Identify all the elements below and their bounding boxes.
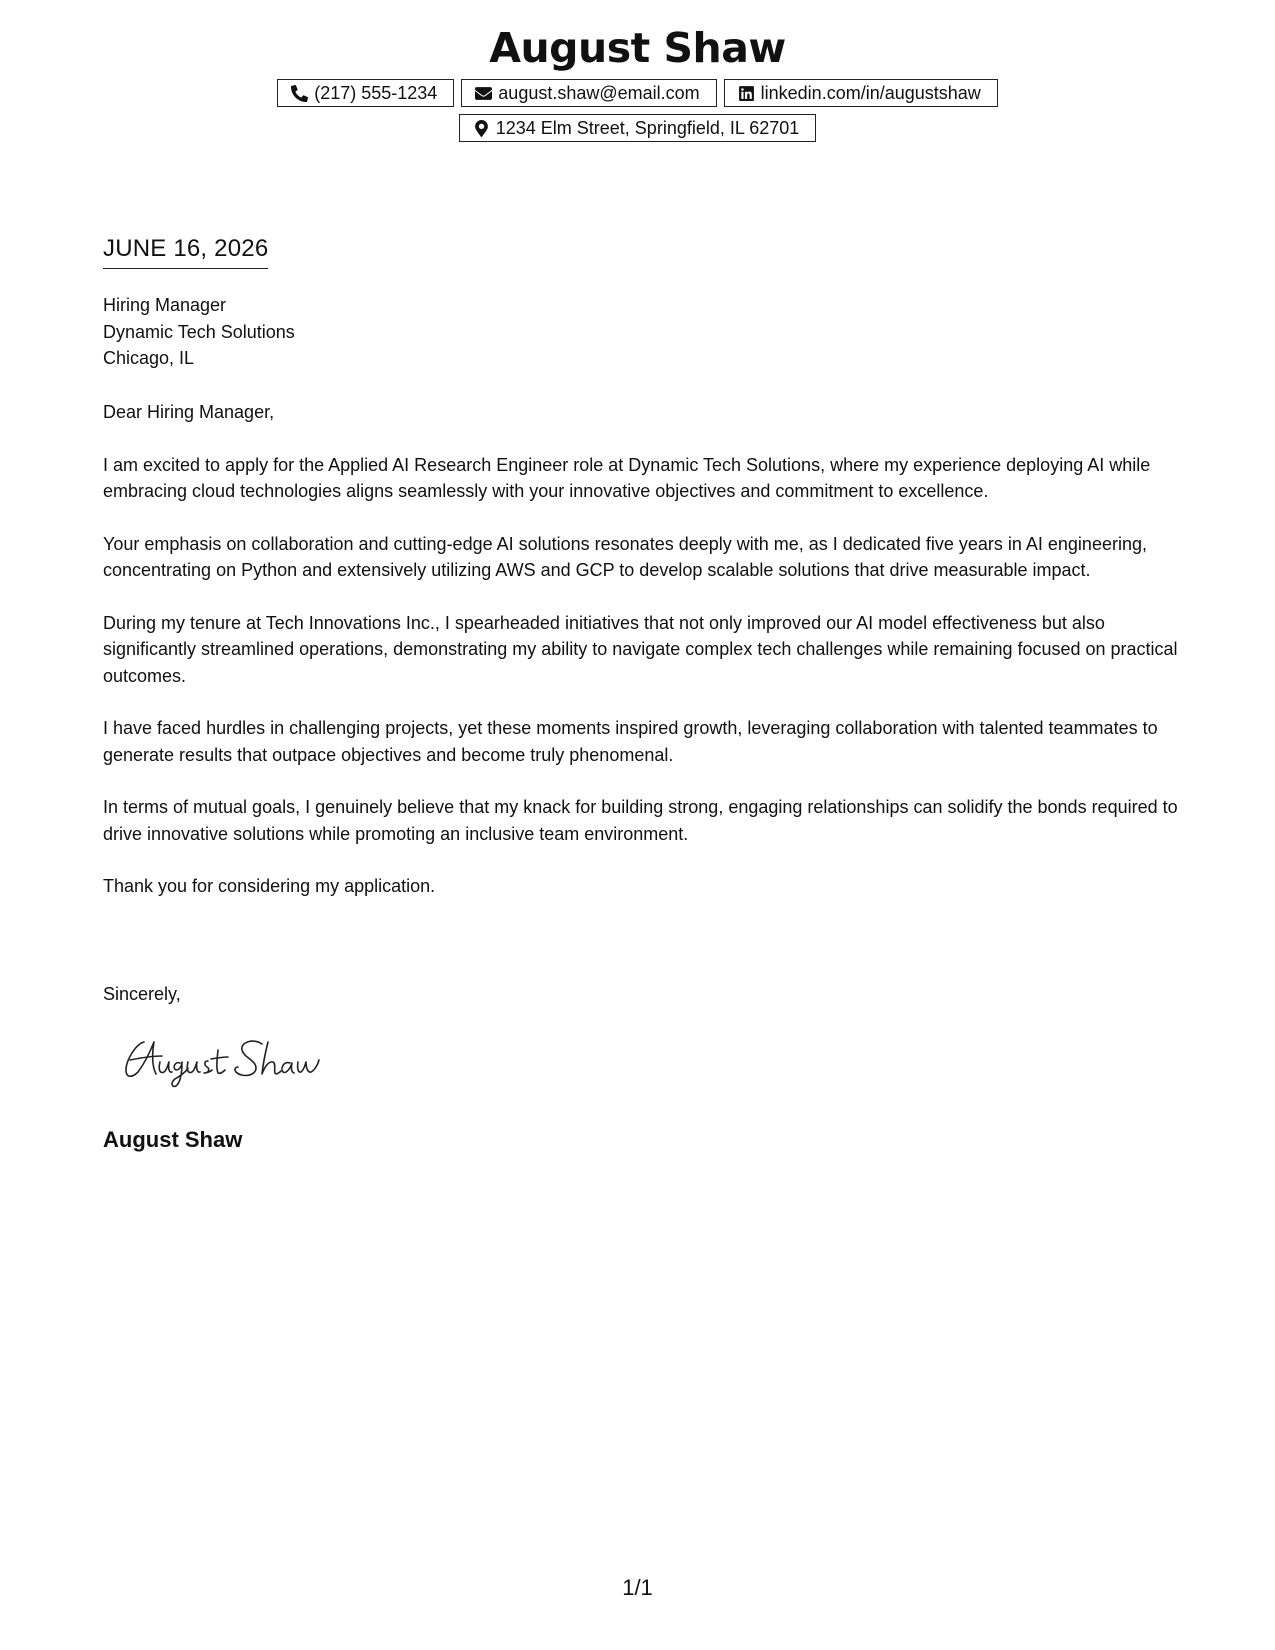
letter-body	[103, 399, 1183, 926]
letter-header	[0, 20, 1275, 142]
recipient-company: Dynamic Tech Solutions	[103, 321, 295, 342]
map-marker-icon	[473, 120, 490, 137]
applicant-name: August Shaw	[489, 24, 786, 72]
signer-name: August Shaw	[103, 1127, 243, 1152]
body-paragraph: In terms of mutual goals, I genuinely believe that my knack for building strong, engaging relationships can solidify the bonds required to drive innovative solutions while promoting an inclusive team environment.	[103, 797, 1178, 844]
address-contact	[459, 114, 817, 142]
body-paragraph: During my tenure at Tech Innovations Inc., I spearheaded initiatives that not only improved our AI model effectiveness but also significantly streamlined operations, demonstrating my ability to navigate complex tech challenges while remaining focused on practical outcomes.	[103, 612, 1178, 686]
address-text: 1234 Elm Street, Springfield, IL 62701	[495, 117, 800, 138]
body-paragraph: I have faced hurdles in challenging projects, yet these moments inspired growth, leveraging collaboration with talented teammates to generate results that outpace objectives and become truly phenomenal.	[103, 718, 1158, 765]
address-row	[0, 114, 1275, 142]
linkedin-contact	[724, 79, 998, 107]
contact-row	[0, 79, 1275, 107]
body-paragraph: Thank you for considering my application.	[103, 876, 436, 896]
body-paragraph: I am excited to apply for the Applied AI Research Engineer role at Dynamic Tech Solutions, where my experience deploying AI while embracing cloud technologies aligns seamlessly with your innovative objectives and commitment to excellence.	[103, 454, 1151, 501]
recipient-block	[103, 292, 295, 372]
body-paragraph: Your emphasis on collaboration and cutting-edge AI solutions resonates deeply with me, as I dedicated five years in AI engineering, concentrating on Python and extensively utilizing AWS and GCP to develop scalable solutions that drive measurable impact.	[103, 533, 1147, 580]
recipient-title: Hiring Manager	[103, 295, 227, 315]
handwritten-signature	[122, 1030, 352, 1090]
linkedin-text: linkedin.com/in/augustshaw	[760, 82, 981, 103]
page-number: 1/1	[622, 1575, 653, 1600]
linkedin-icon	[738, 85, 755, 102]
salutation: Dear Hiring Manager,	[103, 402, 275, 422]
envelope-icon	[475, 85, 492, 102]
phone-icon	[291, 85, 308, 102]
closing-text: Sincerely,	[103, 984, 181, 1004]
recipient-location: Chicago, IL	[103, 348, 195, 368]
email-contact	[461, 79, 716, 107]
email-text: august.shaw@email.com	[498, 82, 700, 103]
phone-contact	[277, 79, 454, 107]
letter-date: JUNE 16, 2026	[103, 233, 268, 269]
phone-text: (217) 555-1234	[314, 82, 438, 103]
